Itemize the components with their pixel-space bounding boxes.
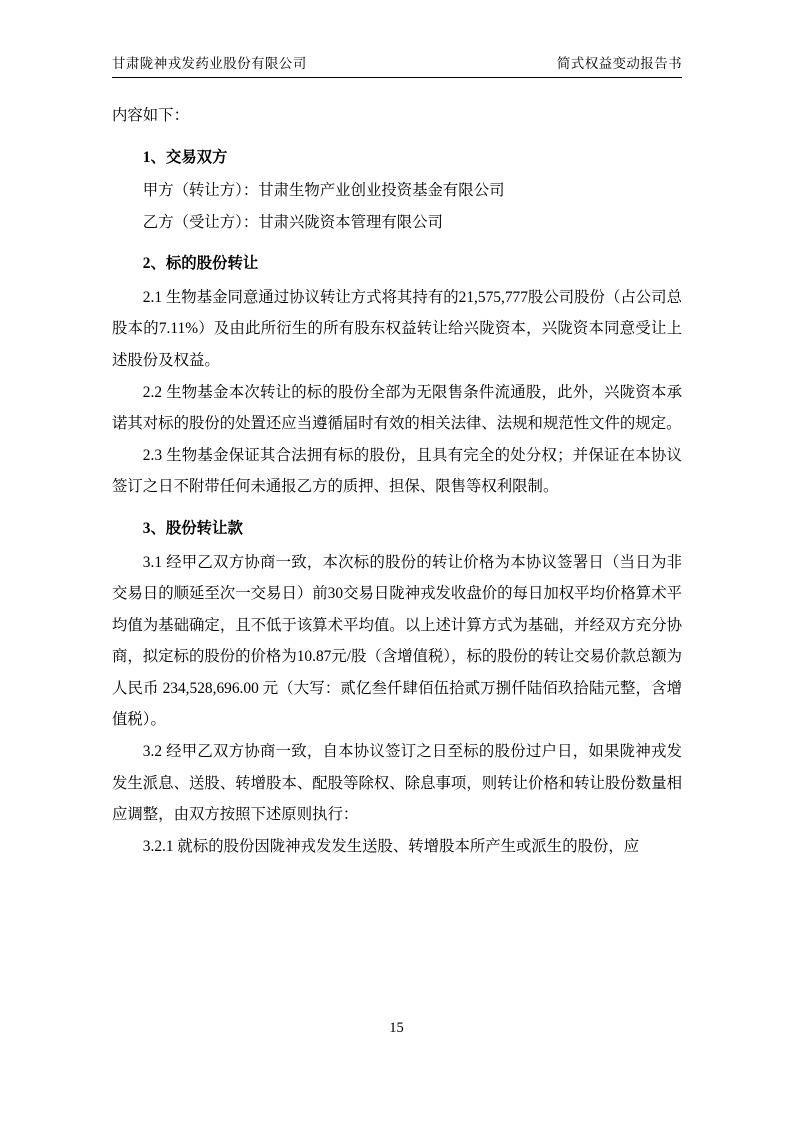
header-document-title: 简式权益变动报告书 — [556, 56, 682, 71]
clause-2-3: 2.3 生物基金保证其合法拥有标的股份，且具有完全的处分权；并保证在本协议签订之日不附带任何未通报乙方的质押、担保、限售等权利限制。 — [112, 446, 682, 496]
party-b-line: 乙方（受让方）：甘肃兴陇资本管理有限公司 — [142, 213, 443, 231]
clause-3-2-1: 3.2.1 就标的股份因陇神戎发发生送股、转增股本所产生或派生的股份，应 — [142, 837, 640, 855]
page-number: 15 — [389, 1020, 404, 1036]
clause-2-2: 2.2 生物基金本次转让的标的股份全部为无限售条件流通股，此外，兴陇资本承诺其对标的股份的处置还应当遵循届时有效的相关法律、法规和规范性文件的规定。 — [112, 383, 682, 433]
clause-3-1: 3.1 经甲乙双方协商一致，本次标的股份的转让价格为本协议签署日（当日为非交易日的顺延至次一交易日）前30交易日陇神戎发收盘价的每日加权平均价格算术平均值为基础确定，且不低于该算术平均值。以上述计算方式为基础，并经双方充分协商，拟定标的股份的价格为10.87元/股（含增值税），标的股份的转让交易价款总额为人民币 234,528,696.00 元（大写：贰亿叁仟肆佰伍拾贰万捌仟陆佰玖拾陆元整，含增值税）。 — [112, 553, 682, 729]
section-heading-transaction-parties: 1、交易双方 — [142, 148, 228, 166]
section-heading-transfer-payment: 3、股份转让款 — [142, 519, 243, 537]
clause-3-2: 3.2 经甲乙双方协商一致，自本协议签订之日至标的股份过户日，如果陇神戎发发生派息、送股、转增股本、配股等除权、除息事项，则转让价格和转让股份数量相应调整，由双方按照下述原则执行： — [112, 742, 682, 824]
section-heading-share-transfer: 2、标的股份转让 — [142, 255, 259, 273]
document-body — [112, 100, 682, 862]
page-header — [112, 52, 682, 78]
intro-paragraph: 内容如下： — [112, 107, 189, 124]
page-content — [112, 52, 682, 862]
header-company-name: 甘肃陇神戎发药业股份有限公司 — [112, 56, 307, 71]
clause-2-1: 2.1 生物基金同意通过协议转让方式将其持有的21,575,777股公司股份（占公司总股本的7.11%）及由此所衍生的所有股东权益转让给兴陇资本，兴陇资本同意受让上述股份及权益。 — [112, 288, 682, 370]
party-a-line: 甲方（转让方）：甘肃生物产业创业投资基金有限公司 — [142, 182, 505, 200]
